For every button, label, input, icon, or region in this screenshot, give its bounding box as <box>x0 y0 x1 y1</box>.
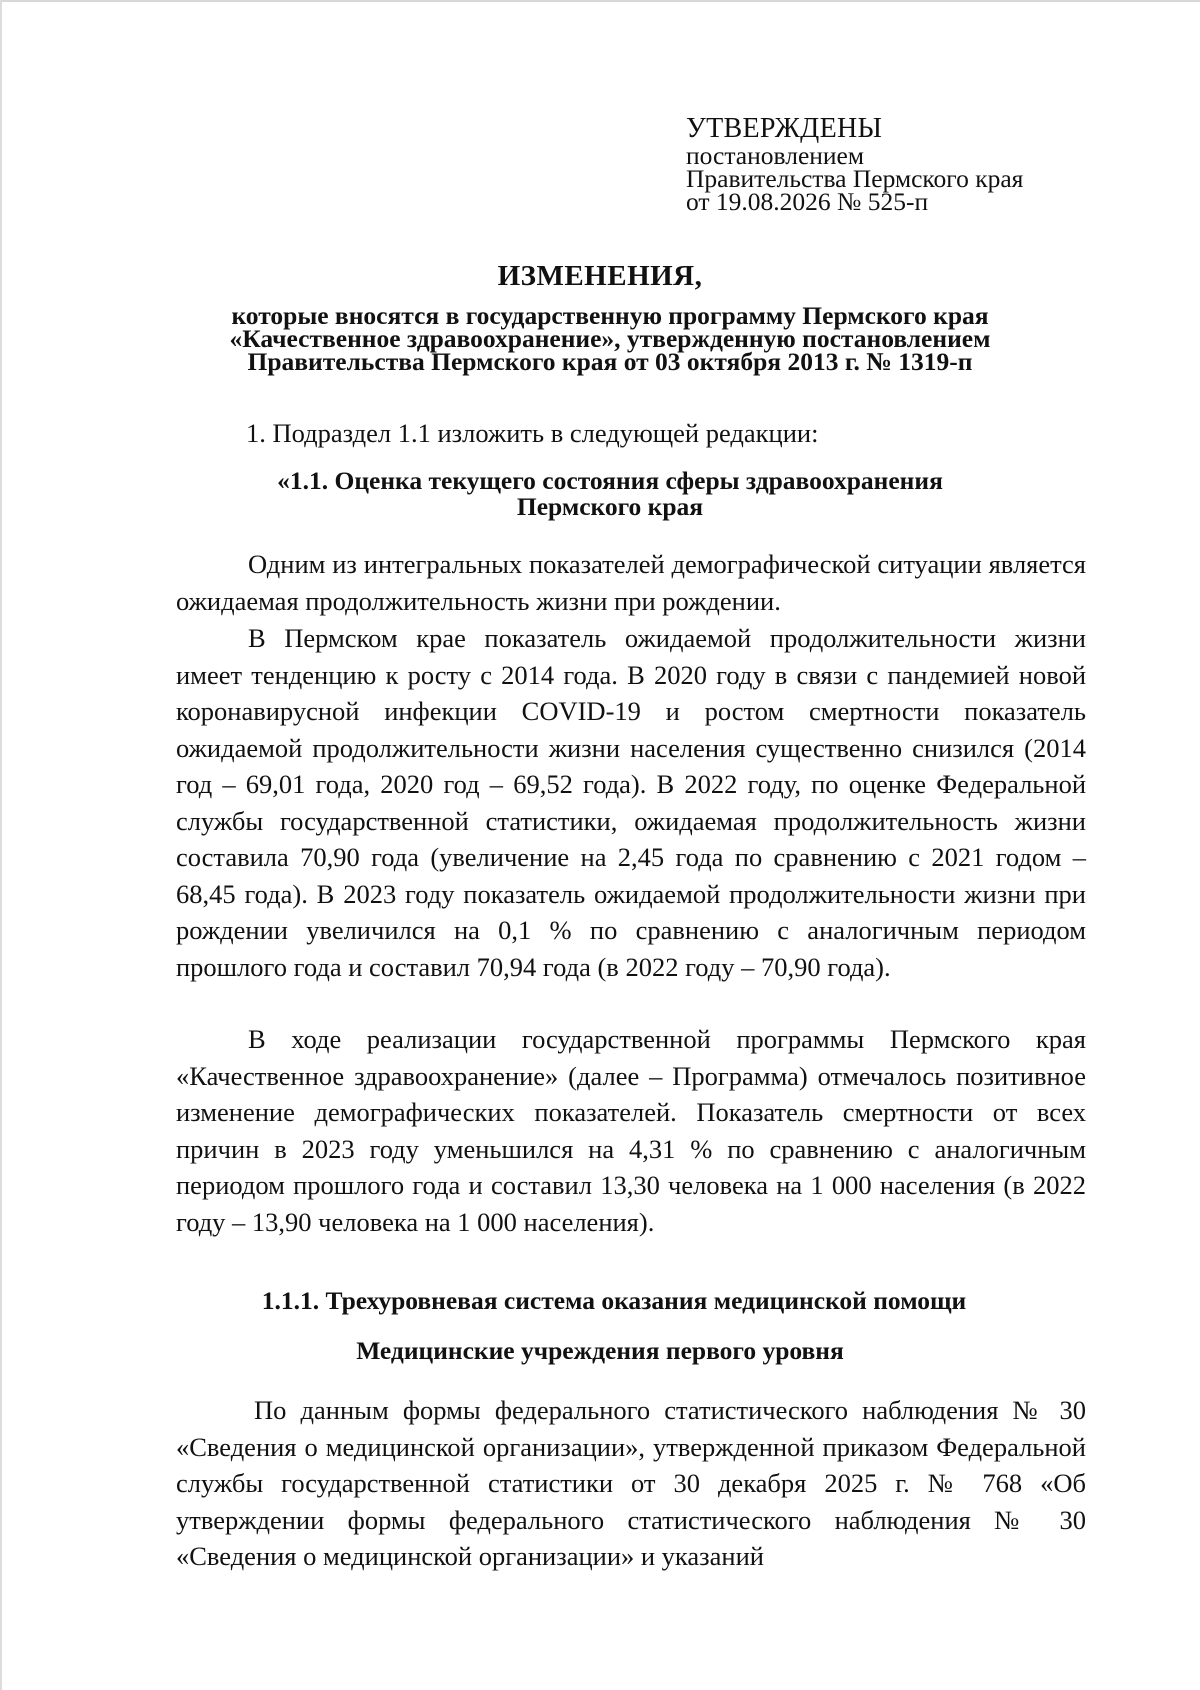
amendment-item-1: 1. Подраздел 1.1 изложить в следующей редакции: <box>246 418 819 448</box>
section-heading-line-1: «1.1. Оценка текущего состояния сферы здравоохранения <box>277 466 943 495</box>
subtitle-line-2: «Качественное здравоохранение», утвержденную постановлением <box>229 324 991 353</box>
approval-line-1: постановлением <box>686 141 865 170</box>
paragraph-4: По данным формы федерального статистического наблюдения № 30 «Сведения о медицинской организации», утвержденной приказом Федеральной службы государственной статистики от 30 декабря 2025 г. № 768 «Об утверждении формы федерального статистического наблюдения № 30 «Сведения о медицинской организации» и указаний <box>176 1395 1086 1571</box>
subsection-heading: 1.1.1. Трехуровневая система оказания медицинской помощи <box>261 1286 967 1315</box>
paragraph-1: Одним из интегральных показателей демографической ситуации является ожидаемая продолжительность жизни при рождении. <box>176 549 1086 616</box>
approval-block <box>686 113 1166 216</box>
document-subtitle <box>170 301 1050 376</box>
scan-edge-top <box>0 0 1200 2</box>
level-heading: Медицинские учреждения первого уровня <box>356 1336 844 1365</box>
document-title: ИЗМЕНЕНИЯ, <box>497 260 703 292</box>
section-heading <box>170 468 1050 520</box>
section-heading-line-2: Пермского края <box>516 492 704 521</box>
approval-line-2: Правительства Пермского края <box>686 164 1024 193</box>
paragraph-3: В ходе реализации государственной программы Пермского края «Качественное здравоохранение» (далее – Программа) отмечалось позитивное изменение демографических показателей. Показатель смертности от всех причин в 2023 году уменьшился на 4,31 % по сравнению с аналогичным периодом прошлого года и составил 13,30 человека на 1 000 населения (в 2022 году – 13,90 человека на 1 000 населения). <box>176 1024 1086 1237</box>
approval-title: УТВЕРЖДЕНЫ <box>686 113 883 144</box>
subtitle-line-1: которые вносятся в государственную программу Пермского края <box>231 301 989 330</box>
subtitle-line-3: Правительства Пермского края от 03 октября 2013 г. № 1319-п <box>247 347 973 376</box>
scan-edge-left <box>0 0 2 1690</box>
paragraph-2: В Пермском крае показатель ожидаемой продолжительности жизни имеет тенденцию к росту с 2014 года. В 2020 году в связи с пандемией новой коронавирусной инфекции COVID-19 и ростом смертности показатель ожидаемой продолжительности жизни населения существенно снизился (2014 год – 69,01 года, 2020 год – 69,52 года). В 2022 году, по оценке Федеральной службы государственной статистики, ожидаемая продолжительность жизни составила 70,90 года (увеличение на 2,45 года по сравнению с 2021 годом – 68,45 года). В 2023 году показатель ожидаемой продолжительности жизни при рождении увеличился на 0,1 % по сравнению с аналогичным периодом прошлого года и составил 70,94 года (в 2022 году – 70,90 года). <box>176 623 1086 982</box>
approval-line-3: от 19.08.2026 № 525-п <box>686 187 929 216</box>
